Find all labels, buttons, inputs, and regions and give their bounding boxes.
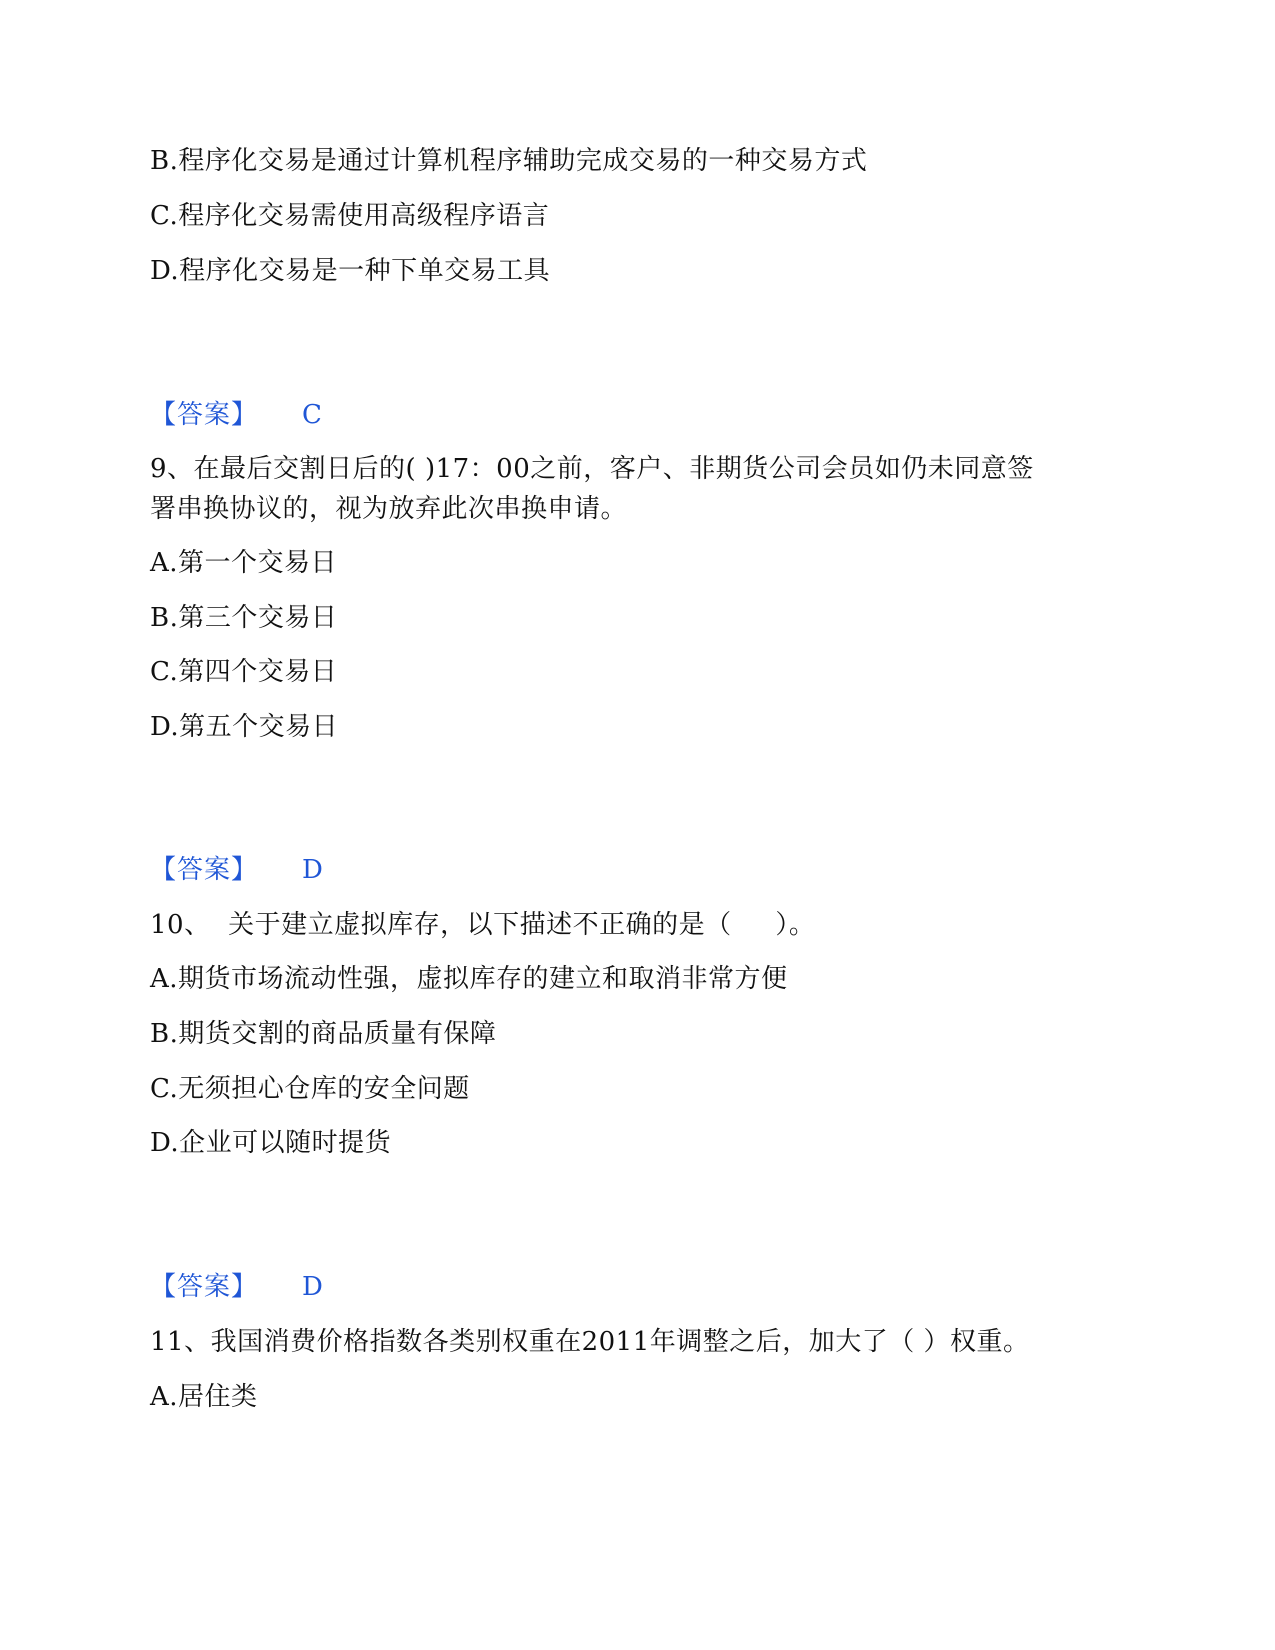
option-a: A.居住类 (150, 1382, 258, 1412)
option-b: B.程序化交易是通过计算机程序辅助完成交易的一种交易方式 (150, 146, 868, 176)
question-stem: 11、我国消费价格指数各类别权重在2011年调整之后，加大了（ ）权重。 (150, 1327, 1030, 1357)
answer-tag: 【答案】 (150, 855, 259, 885)
answer-value: D (302, 855, 323, 885)
option-a: A.期货市场流动性强，虚拟库存的建立和取消非常方便 (150, 964, 788, 994)
option-c: C.程序化交易需使用高级程序语言 (150, 201, 550, 231)
answer-line (150, 398, 322, 432)
option-c: C.第四个交易日 (150, 657, 338, 687)
option-d: D.程序化交易是一种下单交易工具 (150, 256, 551, 286)
answer-tag: 【答案】 (150, 400, 259, 430)
option-a: A.第一个交易日 (150, 548, 338, 578)
answer-value: D (302, 1272, 323, 1302)
question-stem-continued: 署串换协议的，视为放弃此次串换申请。 (150, 494, 628, 524)
question-stem: 9、在最后交割日后的( )17：00之前，客户、非期货公司会员如仍未同意签 (150, 454, 1034, 484)
question-stem: 10、 关于建立虚拟库存，以下描述不正确的是（ ）。 (150, 910, 816, 940)
option-d: D.第五个交易日 (150, 712, 339, 742)
option-b: B.期货交割的商品质量有保障 (150, 1019, 497, 1049)
answer-tag: 【答案】 (150, 1272, 259, 1302)
option-b: B.第三个交易日 (150, 603, 338, 633)
answer-value: C (302, 400, 322, 430)
option-c: C.无须担心仓库的安全问题 (150, 1074, 470, 1104)
answer-line (150, 853, 323, 887)
option-d: D.企业可以随时提货 (150, 1128, 392, 1158)
answer-line (150, 1270, 323, 1304)
